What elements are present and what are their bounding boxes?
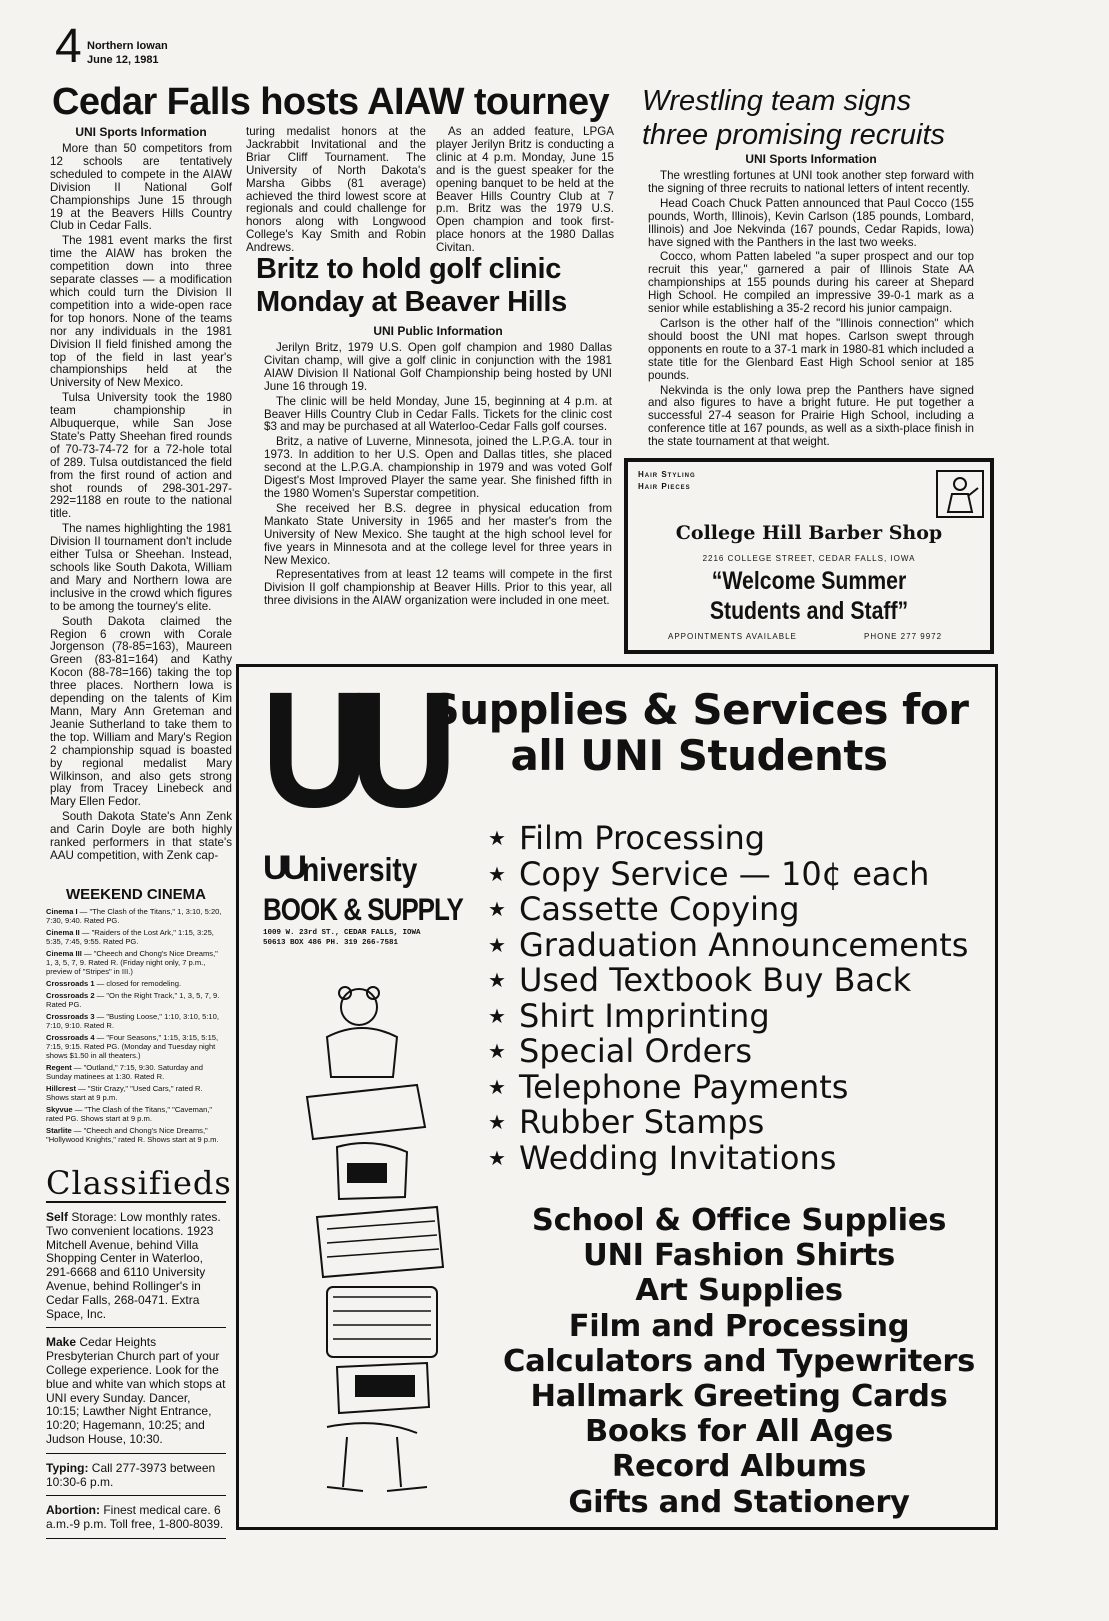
product-line: Film and Processing [568,1308,910,1344]
store-name-line-2: BOOK & SUPPLY [263,891,463,927]
barber-slogan-1: “Welcome Summer [711,567,907,595]
bookstore-headline-line: all UNI Students [510,731,888,780]
cinema-listing [46,1012,226,1030]
star-icon: ★ [488,1145,506,1170]
service-label: Cassette Copying [519,890,800,928]
cinema-showtimes: — "The Clash of the Titans," 1, 3:10, 5:20, 7:30, 9:40. Rated PG. [46,907,222,925]
cinema-listing [46,1033,226,1060]
barber-shop-ad [624,458,994,654]
britz-paragraph: The clinic will be held Monday, June 15, beginning at 4 p.m. at Beaver Hills Country Club in Cedar Falls. Tickets for the clinic cost $3 and may be purchased at all Waterloo-Cedar Falls golf courses. [264,394,612,434]
cinema-theater-name: Cinema I [46,907,78,916]
service-label: Film Processing [519,819,766,857]
classified-list [46,1211,226,1539]
product-line: UNI Fashion Shirts [582,1238,895,1274]
store-address-1: 1009 W. 23rd ST., CEDAR FALLS, IOWA [263,929,421,937]
service-label: Shirt Imprinting [519,996,770,1035]
classified-ad [46,1211,226,1328]
cinema-theater-name: Crossroads 4 [46,1033,95,1042]
star-icon: ★ [488,826,506,850]
service-label: Wedding Invitations [519,1138,837,1177]
star-icon: ★ [488,897,506,921]
service-item [475,1138,995,1177]
cinema-listing [46,949,226,976]
cinema-showtimes: — "On the Right Track," 1, 3, 5, 7, 9. Rated PG. [46,991,220,1009]
cinema-theater-name: Cinema III [46,949,82,958]
barber-line-1: Hair Styling [638,470,696,479]
classified-lead: Self [46,1210,69,1224]
britz-headline-line: Britz to hold golf clinic [256,253,562,285]
products-list [489,1203,989,1520]
cinema-title: WEEKEND CINEMA [65,886,206,903]
store-name-line-1 [263,849,443,889]
classified-lead: Typing: [46,1460,89,1475]
star-icon: ★ [488,932,506,957]
cinema-theater-name: Regent [46,1063,72,1072]
service-item [475,892,995,928]
cinema-showtimes: — "Four Seasons," 1:15, 3:15, 5:15, 7:15, 9:15. Rated PG. (Monday and Tuesday night shows $1.50 in all theaters.) [46,1033,219,1060]
aiaw-paragraph: Tulsa University took the 1980 team championship in Albuquerque, while San Jose State's Patty Sheehan fired rounds of 70-73-74-72 for a 72-hole total of 289. Tulsa outdistanced the field from the first round of action and shot rounds of 298-301-297-292=1188 en route to the national title. [50,391,232,521]
service-label: Graduation Announcements [519,925,969,964]
cinema-listing [46,1063,226,1081]
product-line: Calculators and Typewriters [503,1343,975,1379]
service-label: Special Orders [519,1032,753,1070]
britz-paragraph: Representatives from at least 12 teams will compete in the first Division II golf championship at Beaver Hills. Prior to this year, all three divisions in the AIAW organization were included in one meet. [264,568,612,608]
britz-headline-line: Monday at Beaver Hills [256,286,567,318]
star-icon: ★ [488,1039,506,1063]
cinema-listing [46,1084,226,1102]
classified-text: Call 277-3973 between 10:30-6 p.m. [46,1460,216,1489]
barber-shop-name: College Hill Barber Shop [675,522,943,544]
page-number: 4 [55,20,82,73]
star-icon: ★ [488,1110,506,1134]
barber-phone: PHONE 277 9972 [864,632,943,641]
store-name-initial: UU [263,849,303,887]
barber-appointments: APPOINTMENTS AVAILABLE [668,632,797,641]
cinema-listing [46,1126,226,1144]
wrestling-paragraph: Cocco, whom Patten labeled "a super prospect and our top recruit this year," garnered a pair of Illinois State AA championships at 155 pounds during his career at Shepard High School. He compiled an impressive 39-0-1 mark as a senior while establishing a 35-2 record his junior campaign. [648,250,974,316]
service-label: Copy Service — 10¢ each [519,854,930,893]
service-label: Used Textbook Buy Back [519,961,912,999]
cinema-theater-name: Crossroads 2 [46,991,95,1000]
wrestling-headline-line: Wrestling team signs [642,85,912,117]
aiaw-paragraph: More than 50 competitors from 12 schools are tentatively scheduled to compete in the AIAW Division II National Golf Championships June 15 through 19 at the Beavers Hills Country Club in Cedar Falls. [50,142,232,233]
university-logo: UU [261,656,438,842]
barber-icon [936,470,984,518]
cinema-theater-name: Cinema II [46,928,80,937]
aiaw-paragraph: As an added feature, LPGA player Jerilyn Britz is conducting a clinic at 4 p.m. Monday, June 15 and is the guest speaker for the opening banquet to be held at the Beaver Hills Country Club at 7 p.m. Britz was the 1979 U.S. Open champion and took first-place honors at the 1980 Dallas Civitan. [436,125,614,255]
aiaw-paragraph: South Dakota claimed the Region 6 crown with Corale Jorgenson (78-85=163), Maureen Green (83-81=164) and Kathy Kocon (88-78=166) taking the top three places. Northern Iowa is depending on the talents of Kim Mann, Mary Ann Greteman and Jeanie Sutherland to take them to the top. William and Mary's Region 2 championship squad is boasted by regional medalist Mary Wilkinson, and also gets strong play from Tracey Linebeck and Mary Ellen Fedor. [50,614,232,809]
service-label: Telephone Payments [519,1067,849,1106]
classified-ad [46,1462,226,1497]
star-icon: ★ [488,1003,506,1028]
service-item [475,925,995,964]
aiaw-paragraph: South Dakota State's Ann Zenk and Carin Doyle are both highly ranked performers in that state's AAU competition, with Zenk cap- [50,810,232,862]
service-item [475,996,995,1035]
wrestling-paragraph: Head Coach Chuck Patten announced that Paul Cocco (155 pounds, Worth, Illinois), Kevin Carlson (185 pounds, Lombard, Illinois) and Joe Nekvinda (167 pounds, Cedar Rapids, Iowa) have signed with the Panthers in the last two weeks. [648,196,974,249]
service-item [475,821,995,857]
product-line: School & Office Supplies [531,1203,947,1238]
cinema-showtimes: — "Cheech and Chong's Nice Dreams," "Hollywood Knights," rated R. Shows start at 9 p.m. [46,1126,219,1144]
classified-text: Cedar Heights Presbyterian Church part of your College experience. Look for the blue and white van which stops at UNI every Sunday. Dancer, 10:15; Lawther Night Entrance, 10:20; Hagemann, 10:25; and Judson House, 10:30. [46,1335,226,1446]
product-line: Art Supplies [635,1273,843,1309]
classifieds [46,1164,232,1547]
wrestling-paragraph: Nekvinda is the only Iowa prep the Panthers have signed and also figures to have a bright future. He put together a successful 27-4 season for Prairie High School, including a conference title at 167 pounds, as well as a sixth-place finish in the state tournament at that weight. [648,383,974,449]
service-item [475,854,995,893]
aiaw-column-1 [50,125,232,863]
supplies-illustration [267,967,477,1517]
cinema-listing [46,991,226,1009]
star-icon: ★ [488,861,506,886]
aiaw-paragraph: turing medalist honors at the Jackrabbit Invitational and the Briar Cliff Tournament. The University of North Dakota's Marsha Gibbs (81 average) achieved the third lowest score at regionals and could challenge for honors along with Longwood College's Kay Smith and Robin Andrews. [246,125,426,255]
cinema-theater-name: Crossroads 3 [46,1012,95,1021]
bookstore-ad [236,656,998,1530]
cinema-theater-name: Skyvue [46,1105,73,1114]
bookstore-headline-line: Supplies & Services for [429,685,969,734]
product-line: Books for All Ages [584,1414,894,1450]
services-list [475,821,995,1176]
bear-head [341,989,377,1025]
cinema-showtimes: — "Stir Crazy," "Used Cars," rated R. Shows start at 9 p.m. [46,1084,203,1102]
service-item [475,963,995,999]
wrestling-headline [642,84,992,152]
britz-byline: UNI Public Information [373,324,503,338]
cinema-theater-name: Crossroads 1 [46,979,95,988]
bookstore-headline [399,687,999,779]
store-address-2: 50613 BOX 486 PH. 319 266-7581 [263,939,399,947]
cinema-listing [46,907,226,925]
aiaw-byline: UNI Sports Information [75,125,207,139]
aiaw-headline: Cedar Falls hosts AIAW tourney [52,81,610,123]
classified-text: Finest medical care. 6 a.m.-9 p.m. Toll free, 1-800-8039. [46,1503,224,1532]
cinema-listing [46,1105,226,1123]
cinema-showtimes: — "Busting Loose," 1:10, 3:10, 5:10, 7:10, 9:10. Rated R. [46,1012,219,1030]
wrestling-byline: UNI Sports Information [745,152,877,166]
britz-headline [256,253,616,319]
classified-ad [46,1336,226,1453]
wrestling-paragraph: The wrestling fortunes at UNI took another step forward with the signing of three recruits to national letters of intent recently. [648,169,974,195]
cinema-listing [46,979,226,988]
classified-lead: Abortion: [46,1503,100,1518]
weekend-cinema [46,886,226,1147]
service-item [475,1067,995,1106]
barber-line-2: Hair Pieces [638,482,691,491]
britz-paragraph: Britz, a native of Luverne, Minnesota, joined the L.P.G.A. tour in 1973. In addition to her U.S. Open and Dallas titles, she placed second at the L.P.G.A. championship in 1979 and was voted Golf Digest's Most Improved Player the same year. She finished fifth in the 1980 Women's Superstar competition. [264,435,612,500]
wrestling-paragraph: Carlson is the other half of the "Illinois connection" which should boost the UNI mat hopes. Carlson swept through opponents en route to a 37-1 mark in 1980-81 which included a state title for the Glenbard East High School senior at 185 pounds. [648,316,974,382]
cinema-list [46,907,226,1144]
classified-lead: Make [46,1335,77,1350]
barber-slogan-2: Students and Staff” [709,597,909,625]
service-item [475,1105,995,1141]
aiaw-paragraph: The 1981 event marks the first time the AIAW has broken the competition down into three separate classes — a modification which could turn the Division II competition into a wide-open race for top honors. None of the teams nor any individuals in the 1981 Division II field finished among the top of the field in last year's championships held at the University of New Mexico. [50,234,232,390]
classified-ad [46,1504,226,1539]
star-icon: ★ [488,1074,506,1099]
barber-address: 2216 COLLEGE STREET, CEDAR FALLS, IOWA [702,554,916,563]
service-item [475,1034,995,1070]
britz-paragraph: Jerilyn Britz, 1979 U.S. Open golf champion and 1980 Dallas Civitan champ, will give a golf clinic in conjunction with the 1981 AIAW Division II National Golf Championship being hosted by UNI June 16 through 19. [264,341,612,393]
aiaw-column-2 [246,126,426,255]
star-icon: ★ [488,968,506,992]
paper-name: Northern Iowan [87,40,168,52]
cinema-showtimes: — "Cheech and Chong's Nice Dreams," 1, 3, 5, 7, 9. Rated R. (Friday night only, 7 p.m., preview of "Stripes" in III.) [46,949,218,976]
britz-body [264,324,612,608]
aiaw-paragraph: The names highlighting the 1981 Division II tournament don't include either Tulsa or Sheehan. Instead, schools like South Dakota, William and Mary and Northern Iowa are inclusive in the crowd which figures to be among the tourney's elite. [50,522,232,613]
cinema-listing [46,928,226,946]
aiaw-column-3 [436,126,614,255]
cinema-showtimes: — "The Clash of the Titans," "Caveman," rated PG. Shows start at 9 p.m. [46,1105,213,1123]
product-line: Hallmark Greeting Cards [530,1379,948,1415]
cinema-showtimes: — closed for remodeling. [94,979,182,988]
wrestling-body [648,152,974,449]
wrestling-headline-line: three promising recruits [642,119,945,151]
cinema-theater-name: Starlite [46,1126,72,1135]
store-name-word: niversity [302,850,418,888]
britz-paragraph: She received her B.S. degree in physical education from Mankato State University in 1965 and her master's from the University of New Mexico. She taught at the high school level for five years in Minnesota and at the college level for three years in New Mexico. [264,501,612,567]
issue-date: June 12, 1981 [87,54,159,66]
product-line: Gifts and Stationery [568,1484,910,1520]
service-label: Rubber Stamps [519,1103,765,1141]
cinema-showtimes: — "Raiders of the Lost Ark," 1:15, 3:25, 5:35, 7:45, 9:55. Rated PG. [46,928,214,946]
cinema-theater-name: Hillcrest [46,1084,76,1093]
product-line: Record Albums [611,1449,867,1485]
classifieds-title: Classifieds [46,1164,232,1202]
classified-text: Storage: Low monthly rates. Two convenient locations. 1923 Mitchell Avenue, behind Villa Shopping Center in Waterloo, 291-6668 and 6110 University Avenue, behind Rollinger's in Cedar Falls, 268-0471. Extra Space, Inc. [46,1210,221,1321]
cinema-showtimes: — "Outland," 7:15, 9:30. Saturday and Sunday matinees at 1:30. Rated R. [46,1063,203,1081]
